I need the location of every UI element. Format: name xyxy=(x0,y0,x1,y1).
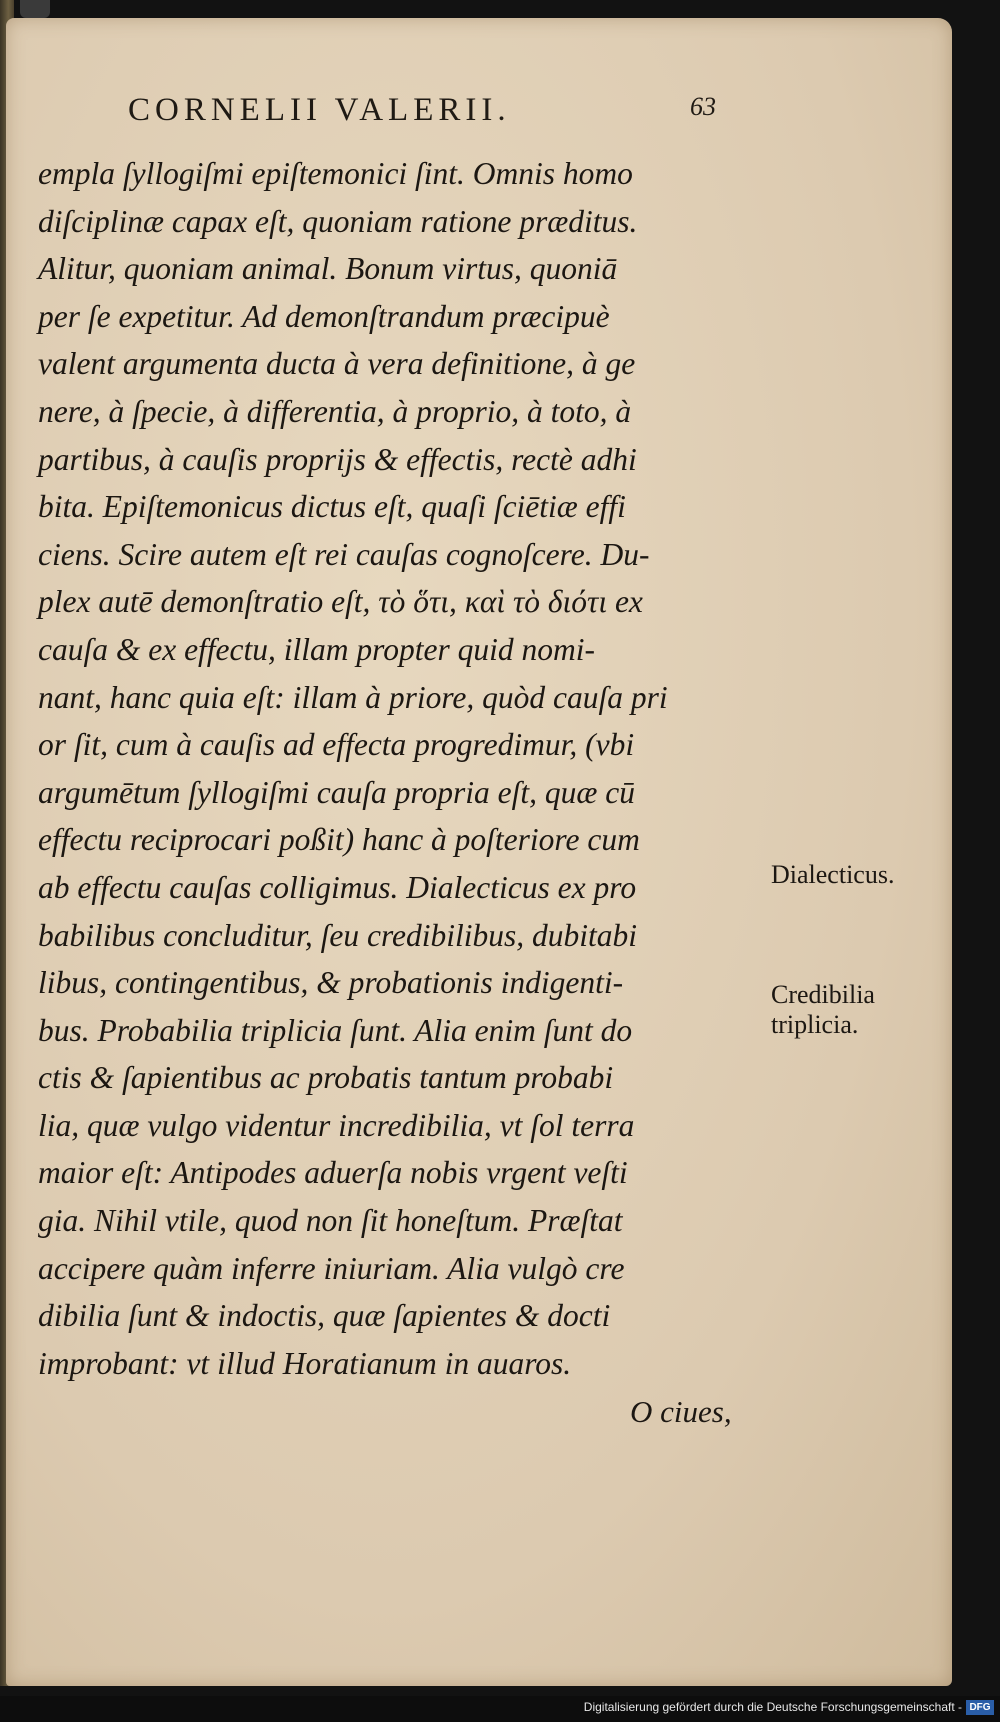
funding-notice: Digitalisierung gefördert durch die Deutsche Forschungsgemeinschaft - xyxy=(583,1700,962,1714)
text-line: ciens. Scire autem eſt rei cauſas cognoſcere. Du- xyxy=(38,536,650,572)
text-line: argumētum ſyllogiſmi cauſa propria eſt, quæ cū xyxy=(38,774,635,810)
text-line: valent argumenta ducta à vera definitione, à ge xyxy=(38,346,636,382)
text-line: or ſit, cum à cauſis ad effecta progredimur, (vbi xyxy=(38,727,635,763)
text-line: libus, contingentibus, & probationis indigenti- xyxy=(38,965,624,1001)
text-line: accipere quàm inferre iniuriam. Alia vulgò cre xyxy=(38,1250,625,1286)
marginal-note-line: Credibilia xyxy=(771,980,875,1009)
dfg-logo: DFG xyxy=(966,1700,994,1715)
text-line: ab effectu cauſas colligimus. Dialecticus ex pro xyxy=(38,869,637,905)
catchword: O ciues, xyxy=(630,1394,732,1429)
text-line: improbant: vt illud Horatianum in auaros. xyxy=(38,1345,572,1381)
text-line: bus. Probabilia triplicia ſunt. Alia enim ſunt do xyxy=(38,1012,633,1048)
text-line: Alitur, quoniam animal. Bonum virtus, quoniā xyxy=(38,251,618,287)
text-line: partibus, à cauſis proprijs & effectis, rectè adhi xyxy=(38,441,637,477)
text-line: maior eſt: Antipodes aduerſa nobis vrgent veſti xyxy=(38,1155,628,1191)
text-line: per ſe expetitur. Ad demonſtrandum præcipuè xyxy=(38,298,610,334)
text-line: nere, à ſpecie, à differentia, à proprio, à toto, à xyxy=(38,393,632,429)
marginal-note-dialecticus: Dialecticus. xyxy=(771,860,895,889)
text-line: effectu reciprocari poßit) hanc à poſteriore cum xyxy=(38,822,640,858)
text-line: diſciplinæ capax eſt, quoniam ratione præditus. xyxy=(38,203,638,239)
text-line: gia. Nihil vtile, quod non ſit honeſtum. Præſtat xyxy=(38,1203,623,1239)
body-text xyxy=(38,150,764,1387)
text-line: ctis & ſapientibus ac probatis tantum probabi xyxy=(38,1060,614,1096)
text-line: plex autē demonſtratio eſt, τὸ ὅτι, καὶ τὸ διότι ex xyxy=(38,584,643,620)
text-line: nant, hanc quia eſt: illam à priore, quòd cauſa pri xyxy=(38,679,668,715)
page-number: 63 xyxy=(690,92,716,121)
text-line: babilibus concluditur, ſeu credibilibus, dubitabi xyxy=(38,917,638,953)
text-line: cauſa & ex effectu, illam propter quid nomi- xyxy=(38,631,595,667)
text-line: empla ſyllogiſmi epiſtemonici ſint. Omnis homo xyxy=(38,156,633,191)
text-line: dibilia ſunt & indoctis, quæ ſapientes & docti xyxy=(38,1298,611,1334)
running-head: CORNELII VALERII. xyxy=(128,92,511,128)
text-line: bita. Epiſtemonicus dictus eſt, quaſi ſciētiæ effi xyxy=(38,489,626,525)
marginal-note-credibilia xyxy=(771,980,875,1040)
binding-corner xyxy=(20,0,50,18)
marginal-note-line: triplicia. xyxy=(771,1010,859,1039)
text-line: lia, quæ vulgo videntur incredibilia, vt ſol terra xyxy=(38,1107,635,1143)
